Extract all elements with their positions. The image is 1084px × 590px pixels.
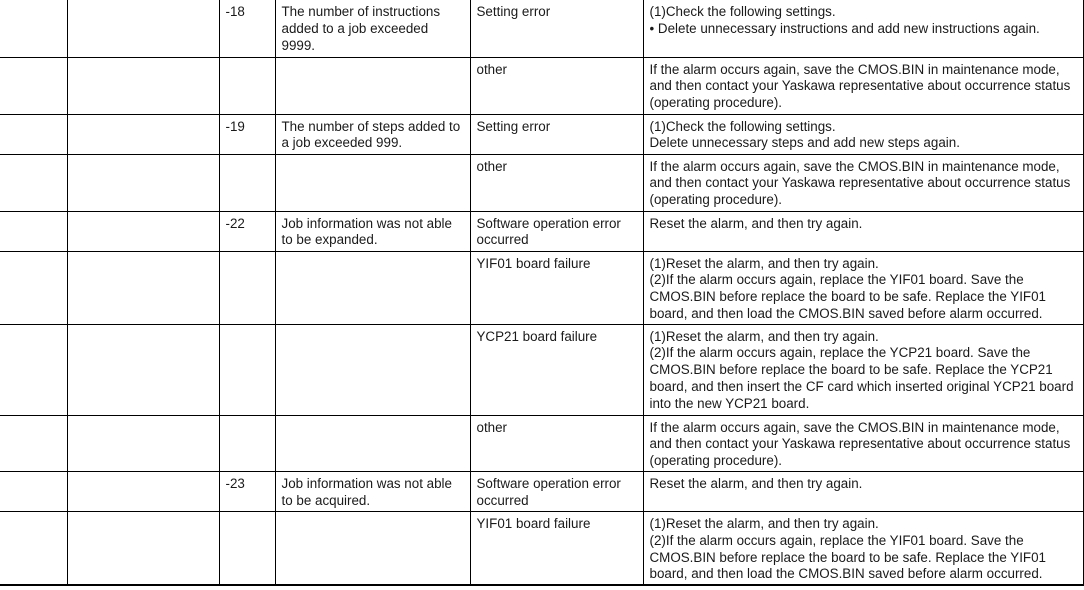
sub-code-cell: -23 xyxy=(219,472,275,512)
description-cell: The number of instructions added to a job exceeded 9999. xyxy=(275,0,470,57)
table-row xyxy=(0,114,1084,154)
cause-cell: YIF01 board failure xyxy=(470,251,643,324)
sub-code-cell xyxy=(219,415,275,471)
alarm-name-cell xyxy=(67,251,219,324)
description-cell xyxy=(275,251,470,324)
alarm-number-cell xyxy=(0,251,67,324)
cause-cell: Software operation error occurred xyxy=(470,472,643,512)
alarm-number-cell xyxy=(0,114,67,154)
remedy-cell: If the alarm occurs again, save the CMOS.BIN in maintenance mode, and then contact your Yaskawa representative about occurrence status (operating procedure). xyxy=(643,57,1084,114)
remedy-cell: If the alarm occurs again, save the CMOS.BIN in maintenance mode, and then contact your Yaskawa representative about occurrence status (operating procedure). xyxy=(643,154,1084,211)
sub-code-cell xyxy=(219,154,275,211)
alarm-number-cell xyxy=(0,211,67,251)
alarm-name-cell xyxy=(67,211,219,251)
alarm-name-cell xyxy=(67,114,219,154)
cause-cell: Setting error xyxy=(470,114,643,154)
remedy-cell: Reset the alarm, and then try again. xyxy=(643,211,1084,251)
cause-cell: Setting error xyxy=(470,0,643,57)
alarm-number-cell xyxy=(0,0,67,57)
alarm-name-cell xyxy=(67,154,219,211)
table-row xyxy=(0,154,1084,211)
alarm-name-cell xyxy=(67,415,219,471)
table-row xyxy=(0,211,1084,251)
remedy-cell: (1)Reset the alarm, and then try again. (2)If the alarm occurs again, replace the YIF01 board. Save the CMOS.BIN before replace the board to be safe. Replace the YIF01 board, and then load the CMOS.BIN saved before alarm occurred. xyxy=(643,512,1084,586)
alarm-name-cell xyxy=(67,0,219,57)
remedy-cell: (1)Reset the alarm, and then try again. (2)If the alarm occurs again, replace the YIF01 board. Save the CMOS.BIN before replace the board to be safe. Replace the YIF01 board, and then load the CMOS.BIN saved before alarm occurred. xyxy=(643,251,1084,324)
cause-cell: other xyxy=(470,415,643,471)
alarm-number-cell xyxy=(0,154,67,211)
alarm-number-cell xyxy=(0,512,67,586)
sub-code-cell xyxy=(219,251,275,324)
table-row xyxy=(0,324,1084,415)
cause-cell: other xyxy=(470,57,643,114)
sub-code-cell xyxy=(219,512,275,586)
table-row xyxy=(0,57,1084,114)
cause-cell: YCP21 board failure xyxy=(470,324,643,415)
remedy-cell: If the alarm occurs again, save the CMOS.BIN in maintenance mode, and then contact your Yaskawa representative about occurrence status (operating procedure). xyxy=(643,415,1084,471)
table-row xyxy=(0,472,1084,512)
remedy-cell: (1)Check the following settings. • Delete unnecessary instructions and add new instructions again. xyxy=(643,0,1084,57)
description-cell: The number of steps added to a job exceeded 999. xyxy=(275,114,470,154)
remedy-cell: Reset the alarm, and then try again. xyxy=(643,472,1084,512)
table-row xyxy=(0,0,1084,57)
alarm-name-cell xyxy=(67,512,219,586)
alarm-name-cell xyxy=(67,57,219,114)
description-cell xyxy=(275,57,470,114)
cause-cell: YIF01 board failure xyxy=(470,512,643,586)
alarm-number-cell xyxy=(0,324,67,415)
alarm-number-cell xyxy=(0,472,67,512)
table-row xyxy=(0,512,1084,586)
table-row xyxy=(0,415,1084,471)
sub-code-cell: -22 xyxy=(219,211,275,251)
description-cell xyxy=(275,154,470,211)
description-cell xyxy=(275,512,470,586)
sub-code-cell xyxy=(219,57,275,114)
sub-code-cell: -18 xyxy=(219,0,275,57)
alarm-number-cell xyxy=(0,415,67,471)
cause-cell: Software operation error occurred xyxy=(470,211,643,251)
description-cell: Job information was not able to be acquired. xyxy=(275,472,470,512)
table-row xyxy=(0,251,1084,324)
remedy-cell: (1)Check the following settings. Delete unnecessary steps and add new steps again. xyxy=(643,114,1084,154)
remedy-cell: (1)Reset the alarm, and then try again. (2)If the alarm occurs again, replace the YCP21 board. Save the CMOS.BIN before replace the board to be safe. Replace the YCP21 board, and then insert the CF card which inserted original YCP21 board into the new YCP21 board. xyxy=(643,324,1084,415)
sub-code-cell xyxy=(219,324,275,415)
alarm-name-cell xyxy=(67,472,219,512)
alarm-number-cell xyxy=(0,57,67,114)
description-cell xyxy=(275,324,470,415)
alarm-name-cell xyxy=(67,324,219,415)
description-cell: Job information was not able to be expanded. xyxy=(275,211,470,251)
description-cell xyxy=(275,415,470,471)
cause-cell: other xyxy=(470,154,643,211)
sub-code-cell: -19 xyxy=(219,114,275,154)
